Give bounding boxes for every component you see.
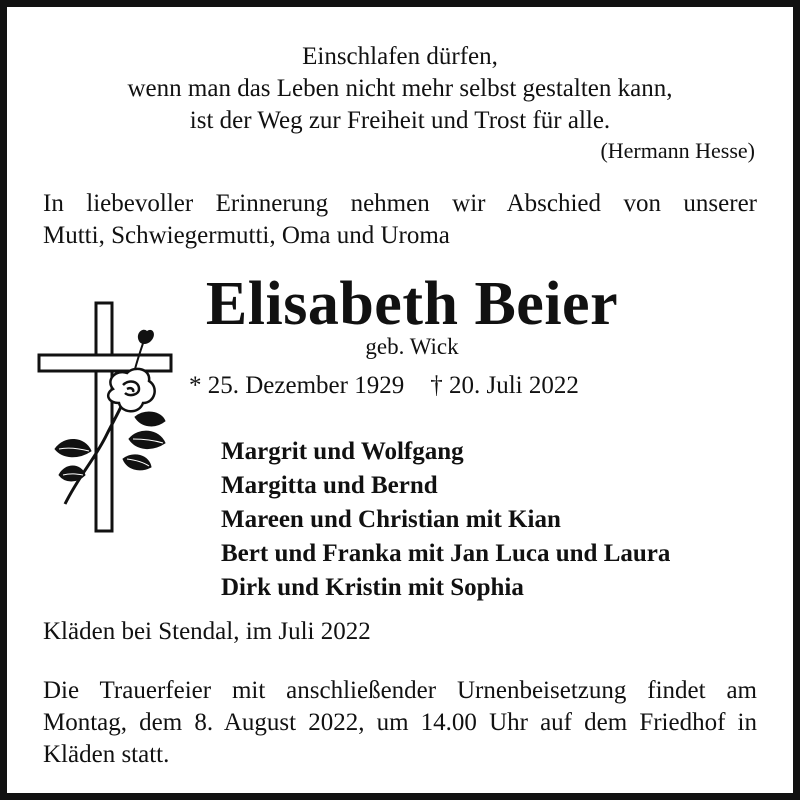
deceased-name: Elisabeth Beier xyxy=(205,270,619,338)
intro-line: In liebevoller Erinnerung nehmen wir Abschied von unserer xyxy=(43,190,757,217)
mourner-line: Mareen und Christian mit Kian xyxy=(221,506,561,533)
funeral-line: Montag, dem 8. August 2022, um 14.00 Uhr auf dem Friedhof in xyxy=(43,709,757,736)
poem-line: Einschlafen dürfen, xyxy=(302,43,498,70)
funeral-line: Die Trauerfeier mit anschließender Urnenbeisetzung findet am xyxy=(43,677,757,704)
funeral-info xyxy=(43,675,757,771)
mourner-line: Margitta und Bernd xyxy=(221,472,438,499)
life-dates xyxy=(189,372,579,400)
birth-name: geb. Wick xyxy=(365,334,459,359)
poem-line: ist der Weg zur Freiheit und Trost für alle. xyxy=(189,107,611,134)
intro-text xyxy=(43,188,757,252)
mourner-line: Margrit und Wolfgang xyxy=(221,438,464,465)
poem-author: (Hermann Hesse) xyxy=(600,138,755,163)
cross-with-rose-icon xyxy=(35,299,195,539)
birth-date: * 25. Dezember 1929 xyxy=(189,372,405,399)
place-date: Kläden bei Stendal, im Juli 2022 xyxy=(43,618,371,645)
mourner-line: Bert und Franka mit Jan Luca und Laura xyxy=(221,540,671,567)
death-date: † 20. Juli 2022 xyxy=(430,372,579,399)
mourner-line: Dirk und Kristin mit Sophia xyxy=(221,574,524,601)
funeral-line: Kläden statt. xyxy=(43,741,170,768)
poem-line: wenn man das Leben nicht mehr selbst gestalten kann, xyxy=(127,75,673,102)
mourners-list xyxy=(221,435,670,605)
intro-line: Mutti, Schwiegermutti, Oma und Uroma xyxy=(43,222,450,249)
poem xyxy=(47,41,753,137)
